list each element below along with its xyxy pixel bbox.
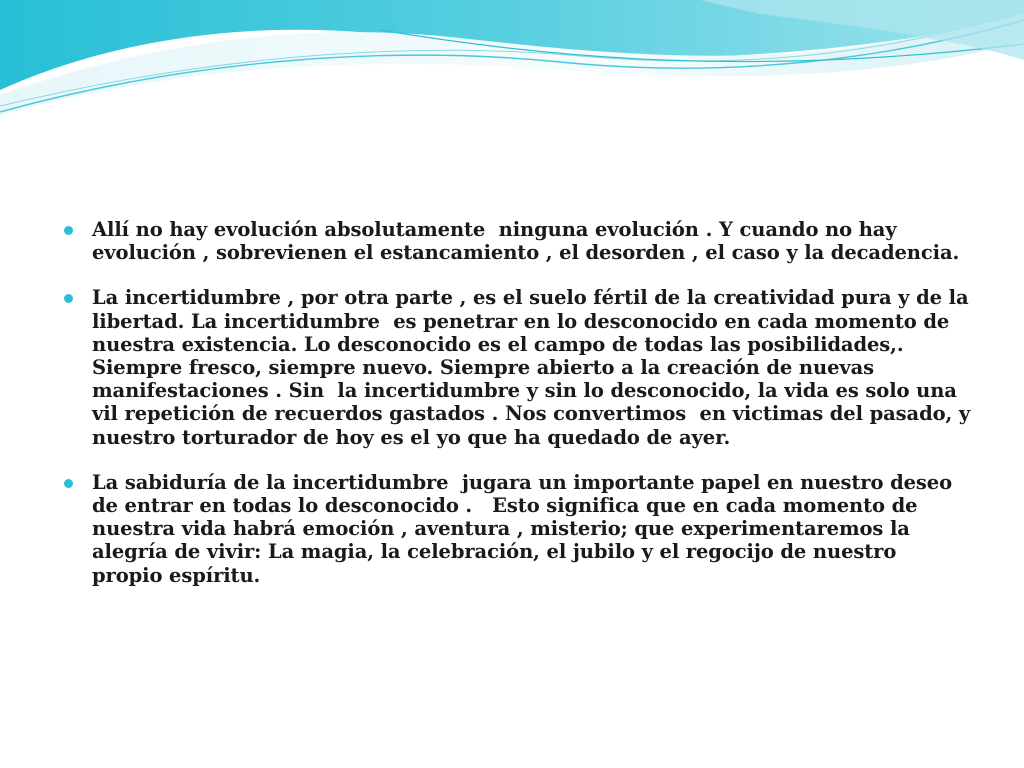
bullet-dot-icon [64, 226, 73, 235]
slide-body [62, 218, 977, 609]
bullet-item-3 [62, 471, 972, 587]
bullet-list [62, 218, 977, 587]
bullet-item-2 [62, 286, 977, 449]
bullet-text: Allí no hay evolución absolutamente ninguna evolución . Y cuando no hay evolución , sobrevienen el estancamiento , el desorden , el caso y la decadencia. [92, 218, 960, 265]
bullet-text: La sabiduría de la incertidumbre jugara un importante papel en nuestro deseo de entrar en todas lo desconocido . Esto significa que en cada momento de nuestra vida habrá emoción , aventura , misterio; que experimentaremos la alegría de vivir: La magia, la celebración, el jubilo y el regocijo de nuestro propio espíritu. [92, 470, 959, 587]
wave-header-decoration [0, 0, 1024, 130]
bullet-dot-icon [64, 294, 73, 303]
bullet-dot-icon [64, 479, 73, 488]
bullet-item-1 [62, 218, 972, 264]
bullet-text: La incertidumbre , por otra parte , es el suelo fértil de la creatividad pura y de la libertad. La incertidumbre es penetrar en lo desconocido en cada momento de nuestra existencia. Lo desconocido es el campo de todas las posibilidades,. Siempre fresco, siempre nuevo. Siempre abierto a la creación de nuevas manifestaciones . Sin la incertidumbre y sin lo desconocido, la vida es solo una vil repetición de recuerdos gastados . Nos convertimos en victimas del pasado, y nuestro torturador de hoy es el yo que ha quedado de ayer. [92, 286, 977, 449]
